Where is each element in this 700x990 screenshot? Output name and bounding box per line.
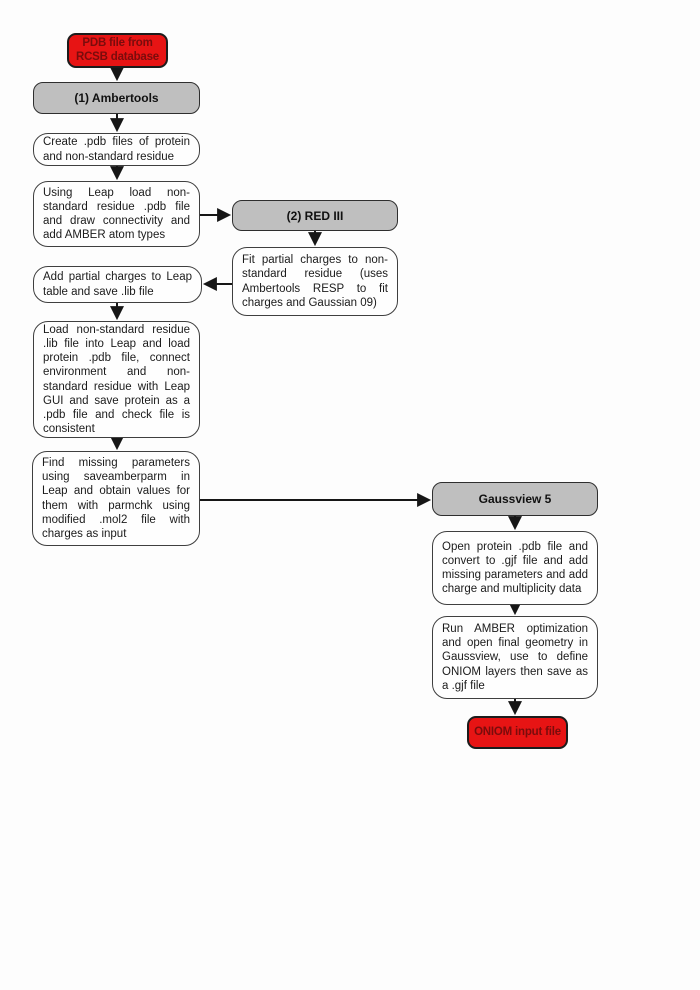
node-ambertools-label: (1) Ambertools	[74, 91, 159, 105]
node-oniom-input-file	[467, 716, 568, 749]
node-create-pdb-files-label: Create .pdb files of protein and non-standard residue	[43, 136, 190, 163]
node-add-partial-charges-label: Add partial charges to Leap table and save .lib file	[43, 271, 192, 298]
node-run-amber-optimization	[432, 616, 598, 699]
node-load-lib-file-label: Load non-standard residue .lib file into Leap and load protein .pdb file, connect environment and non-standard residue with Leap GUI and save protein as a .pdb file and check file is consistent	[43, 323, 190, 436]
node-gaussview-label: Gaussview 5	[478, 492, 552, 506]
node-fit-partial-charges	[232, 247, 398, 316]
node-oniom-input-file-label: ONIOM input file	[474, 725, 561, 738]
node-run-amber-optimization-label: Run AMBER optimization and open final geometry in Gaussview, use to define ONIOM layers then save as a .gjf file	[442, 622, 588, 692]
node-leap-load-residue-label: Using Leap load non-standard residue .pdb file and draw connectivity and add AMBER atom types	[43, 186, 190, 242]
node-ambertools	[33, 82, 200, 114]
node-pdb-file-label: PDB file from RCSB database	[75, 37, 160, 63]
node-red-iii	[232, 200, 398, 231]
node-leap-load-residue	[33, 181, 200, 247]
node-find-missing-parameters	[32, 451, 200, 546]
node-load-lib-file	[33, 321, 200, 438]
node-gaussview	[432, 482, 598, 516]
node-create-pdb-files	[33, 133, 200, 166]
node-pdb-file	[67, 33, 168, 68]
node-add-partial-charges	[33, 266, 202, 303]
node-red-iii-label: (2) RED III	[286, 208, 344, 223]
node-find-missing-parameters-label: Find missing parameters using saveamberparm in Leap and obtain values for them with parmchk using modified .mol2 file with charges as input	[42, 456, 190, 540]
node-open-protein-convert	[432, 531, 598, 605]
node-open-protein-convert-label: Open protein .pdb file and convert to .gjf file and add missing parameters and add charge and multiplicity data	[442, 540, 588, 596]
node-fit-partial-charges-label: Fit partial charges to non-standard residue (uses Ambertools RESP to fit charges and Gaussian 09)	[242, 254, 388, 309]
